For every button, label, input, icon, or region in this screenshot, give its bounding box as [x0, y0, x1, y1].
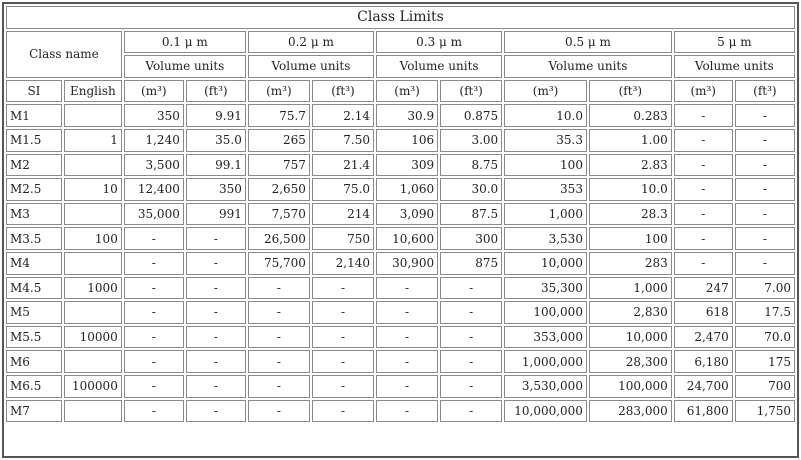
limit-value-cell: - [674, 129, 733, 152]
limit-value-cell: 70.0 [735, 326, 795, 349]
particle-size-header: 0.3 μ m [376, 31, 502, 54]
class-english-cell: 1 [64, 129, 122, 152]
limit-value-cell: 10,600 [376, 227, 438, 250]
unit-ft3-header: (ft³) [312, 80, 374, 103]
limit-value-cell: 350 [124, 104, 184, 127]
limit-value-cell: 875 [440, 252, 502, 275]
limit-value-cell: 991 [186, 203, 246, 226]
class-english-cell [64, 104, 122, 127]
limit-value-cell: - [440, 301, 502, 324]
volume-units-header: Volume units [124, 55, 246, 78]
limit-value-cell: 10.0 [504, 104, 587, 127]
limit-value-cell: - [376, 350, 438, 373]
limit-value-cell: 350 [186, 178, 246, 201]
class-english-cell [64, 350, 122, 373]
limit-value-cell: - [248, 326, 310, 349]
unit-m3-header: (m³) [674, 80, 733, 103]
limit-value-cell: 100,000 [589, 375, 672, 398]
limit-value-cell: 2,140 [312, 252, 374, 275]
limit-value-cell: 700 [735, 375, 795, 398]
limit-value-cell: - [124, 252, 184, 275]
english-header: English [64, 80, 122, 103]
limit-value-cell: - [248, 375, 310, 398]
unit-m3-header: (m³) [376, 80, 438, 103]
limit-value-cell: - [186, 400, 246, 423]
limit-value-cell: 28,300 [589, 350, 672, 373]
limit-value-cell: 300 [440, 227, 502, 250]
limit-value-cell: - [735, 129, 795, 152]
table-row [6, 203, 795, 226]
limit-value-cell: 265 [248, 129, 310, 152]
limit-value-cell: 2,830 [589, 301, 672, 324]
limit-value-cell: - [248, 350, 310, 373]
limit-value-cell: 28.3 [589, 203, 672, 226]
limit-value-cell: - [124, 350, 184, 373]
unit-ft3-header: (ft³) [440, 80, 502, 103]
limit-value-cell: - [312, 350, 374, 373]
table-row [6, 227, 795, 250]
limit-value-cell: - [248, 301, 310, 324]
limit-value-cell: 750 [312, 227, 374, 250]
limit-value-cell: 10.0 [589, 178, 672, 201]
limit-value-cell: 30.0 [440, 178, 502, 201]
limit-value-cell: 3,500 [124, 154, 184, 177]
limit-value-cell: 35,300 [504, 277, 587, 300]
limit-value-cell: 7.50 [312, 129, 374, 152]
class-name-header: Class name [6, 31, 122, 78]
table-row [6, 129, 795, 152]
unit-ft3-header: (ft³) [735, 80, 795, 103]
limit-value-cell: 353 [504, 178, 587, 201]
class-english-cell: 100000 [64, 375, 122, 398]
limit-value-cell: 17.5 [735, 301, 795, 324]
limit-value-cell: 214 [312, 203, 374, 226]
volume-units-header: Volume units [376, 55, 502, 78]
unit-ft3-header: (ft³) [186, 80, 246, 103]
limit-value-cell: 283,000 [589, 400, 672, 423]
limit-value-cell: 106 [376, 129, 438, 152]
limit-value-cell: 247 [674, 277, 733, 300]
limit-value-cell: - [674, 203, 733, 226]
limit-value-cell: - [312, 301, 374, 324]
class-si-cell: M4.5 [6, 277, 62, 300]
limit-value-cell: 2,650 [248, 178, 310, 201]
table-title: Class Limits [6, 6, 795, 29]
limit-value-cell: 3,530 [504, 227, 587, 250]
limit-value-cell: - [186, 301, 246, 324]
table-row [6, 178, 795, 201]
class-english-cell: 1000 [64, 277, 122, 300]
limit-value-cell: 7,570 [248, 203, 310, 226]
limit-value-cell: - [312, 326, 374, 349]
limit-value-cell: - [735, 203, 795, 226]
table-body [6, 104, 795, 422]
class-si-cell: M3.5 [6, 227, 62, 250]
limit-value-cell: - [124, 227, 184, 250]
limit-value-cell: - [248, 400, 310, 423]
limit-value-cell: 35.3 [504, 129, 587, 152]
limit-value-cell: 0.875 [440, 104, 502, 127]
class-si-cell: M4 [6, 252, 62, 275]
limit-value-cell: 1,240 [124, 129, 184, 152]
limit-value-cell: - [674, 178, 733, 201]
limit-value-cell: 175 [735, 350, 795, 373]
limit-value-cell: 2,470 [674, 326, 733, 349]
limit-value-cell: 75,700 [248, 252, 310, 275]
particle-size-header: 5 μ m [674, 31, 795, 54]
limit-value-cell: - [735, 178, 795, 201]
class-english-cell [64, 400, 122, 423]
class-english-cell: 100 [64, 227, 122, 250]
limit-value-cell: - [186, 277, 246, 300]
particle-size-header: 0.1 μ m [124, 31, 246, 54]
limit-value-cell: - [376, 301, 438, 324]
class-si-cell: M5 [6, 301, 62, 324]
table-header [6, 6, 795, 102]
limit-value-cell: 61,800 [674, 400, 733, 423]
limit-value-cell: 30.9 [376, 104, 438, 127]
limit-value-cell: - [440, 375, 502, 398]
limit-value-cell: 100,000 [504, 301, 587, 324]
limit-value-cell: 8.75 [440, 154, 502, 177]
class-english-cell: 10000 [64, 326, 122, 349]
class-si-cell: M2.5 [6, 178, 62, 201]
unit-ft3-header: (ft³) [589, 80, 672, 103]
limit-value-cell: 353,000 [504, 326, 587, 349]
class-english-cell [64, 154, 122, 177]
table-row [6, 252, 795, 275]
limit-value-cell: - [124, 301, 184, 324]
limit-value-cell: 87.5 [440, 203, 502, 226]
table-row [6, 326, 795, 349]
unit-m3-header: (m³) [504, 80, 587, 103]
table-row [6, 375, 795, 398]
limit-value-cell: - [735, 252, 795, 275]
table-row [6, 104, 795, 127]
volume-units-header: Volume units [504, 55, 672, 78]
limit-value-cell: - [376, 277, 438, 300]
limit-value-cell: - [124, 277, 184, 300]
limit-value-cell: - [186, 350, 246, 373]
limit-value-cell: 1,000 [504, 203, 587, 226]
limit-value-cell: - [376, 400, 438, 423]
limit-value-cell: 1,000,000 [504, 350, 587, 373]
class-english-cell [64, 301, 122, 324]
limit-value-cell: - [186, 375, 246, 398]
limit-value-cell: 1.00 [589, 129, 672, 152]
table-row [6, 400, 795, 423]
class-english-cell [64, 252, 122, 275]
limit-value-cell: 75.7 [248, 104, 310, 127]
limit-value-cell: - [312, 375, 374, 398]
class-english-cell [64, 203, 122, 226]
limit-value-cell: 35.0 [186, 129, 246, 152]
class-si-cell: M5.5 [6, 326, 62, 349]
limit-value-cell: - [124, 326, 184, 349]
limit-value-cell: 9.91 [186, 104, 246, 127]
limit-value-cell: 21.4 [312, 154, 374, 177]
limit-value-cell: 10,000 [589, 326, 672, 349]
limit-value-cell: 100 [589, 227, 672, 250]
class-english-cell: 10 [64, 178, 122, 201]
limit-value-cell: - [735, 227, 795, 250]
limit-value-cell: 1,060 [376, 178, 438, 201]
limit-value-cell: - [735, 104, 795, 127]
limit-value-cell: - [312, 400, 374, 423]
limit-value-cell: - [248, 277, 310, 300]
table-row [6, 154, 795, 177]
unit-m3-header: (m³) [124, 80, 184, 103]
limit-value-cell: 10,000,000 [504, 400, 587, 423]
limit-value-cell: - [440, 350, 502, 373]
limit-value-cell: 618 [674, 301, 733, 324]
table-row [6, 301, 795, 324]
limit-value-cell: 26,500 [248, 227, 310, 250]
limit-value-cell: 3,530,000 [504, 375, 587, 398]
class-si-cell: M6 [6, 350, 62, 373]
limit-value-cell: - [674, 154, 733, 177]
limit-value-cell: 757 [248, 154, 310, 177]
limit-value-cell: 100 [504, 154, 587, 177]
limit-value-cell: 7.00 [735, 277, 795, 300]
class-si-cell: M6.5 [6, 375, 62, 398]
limit-value-cell: - [735, 154, 795, 177]
limit-value-cell: - [312, 277, 374, 300]
class-si-cell: M2 [6, 154, 62, 177]
limit-value-cell: 2.83 [589, 154, 672, 177]
limit-value-cell: 75.0 [312, 178, 374, 201]
limit-value-cell: - [124, 375, 184, 398]
limit-value-cell: - [124, 400, 184, 423]
limit-value-cell: - [186, 326, 246, 349]
class-si-cell: M1 [6, 104, 62, 127]
limit-value-cell: 35,000 [124, 203, 184, 226]
limit-value-cell: - [376, 375, 438, 398]
limit-value-cell: - [440, 277, 502, 300]
class-si-cell: M7 [6, 400, 62, 423]
class-si-cell: M1.5 [6, 129, 62, 152]
limit-value-cell: - [440, 400, 502, 423]
limit-value-cell: 0.283 [589, 104, 672, 127]
limit-value-cell: - [674, 104, 733, 127]
class-si-cell: M3 [6, 203, 62, 226]
particle-size-header: 0.5 μ m [504, 31, 672, 54]
limit-value-cell: 12,400 [124, 178, 184, 201]
volume-units-header: Volume units [248, 55, 374, 78]
table-row [6, 277, 795, 300]
class-limits-table [4, 4, 797, 424]
particle-size-header: 0.2 μ m [248, 31, 374, 54]
table-row [6, 350, 795, 373]
limit-value-cell: - [440, 326, 502, 349]
limit-value-cell: 99.1 [186, 154, 246, 177]
limit-value-cell: - [186, 227, 246, 250]
unit-m3-header: (m³) [248, 80, 310, 103]
limit-value-cell: 10,000 [504, 252, 587, 275]
limit-value-cell: - [376, 326, 438, 349]
limit-value-cell: 3.00 [440, 129, 502, 152]
limit-value-cell: - [186, 252, 246, 275]
volume-units-header: Volume units [674, 55, 795, 78]
limit-value-cell: 3,090 [376, 203, 438, 226]
limit-value-cell: 30,900 [376, 252, 438, 275]
limit-value-cell: 309 [376, 154, 438, 177]
limit-value-cell: 2.14 [312, 104, 374, 127]
si-header: SI [6, 80, 62, 103]
class-limits-frame [2, 2, 799, 458]
limit-value-cell: - [674, 252, 733, 275]
limit-value-cell: 6,180 [674, 350, 733, 373]
limit-value-cell: 1,000 [589, 277, 672, 300]
limit-value-cell: 1,750 [735, 400, 795, 423]
limit-value-cell: 283 [589, 252, 672, 275]
limit-value-cell: - [674, 227, 733, 250]
limit-value-cell: 24,700 [674, 375, 733, 398]
